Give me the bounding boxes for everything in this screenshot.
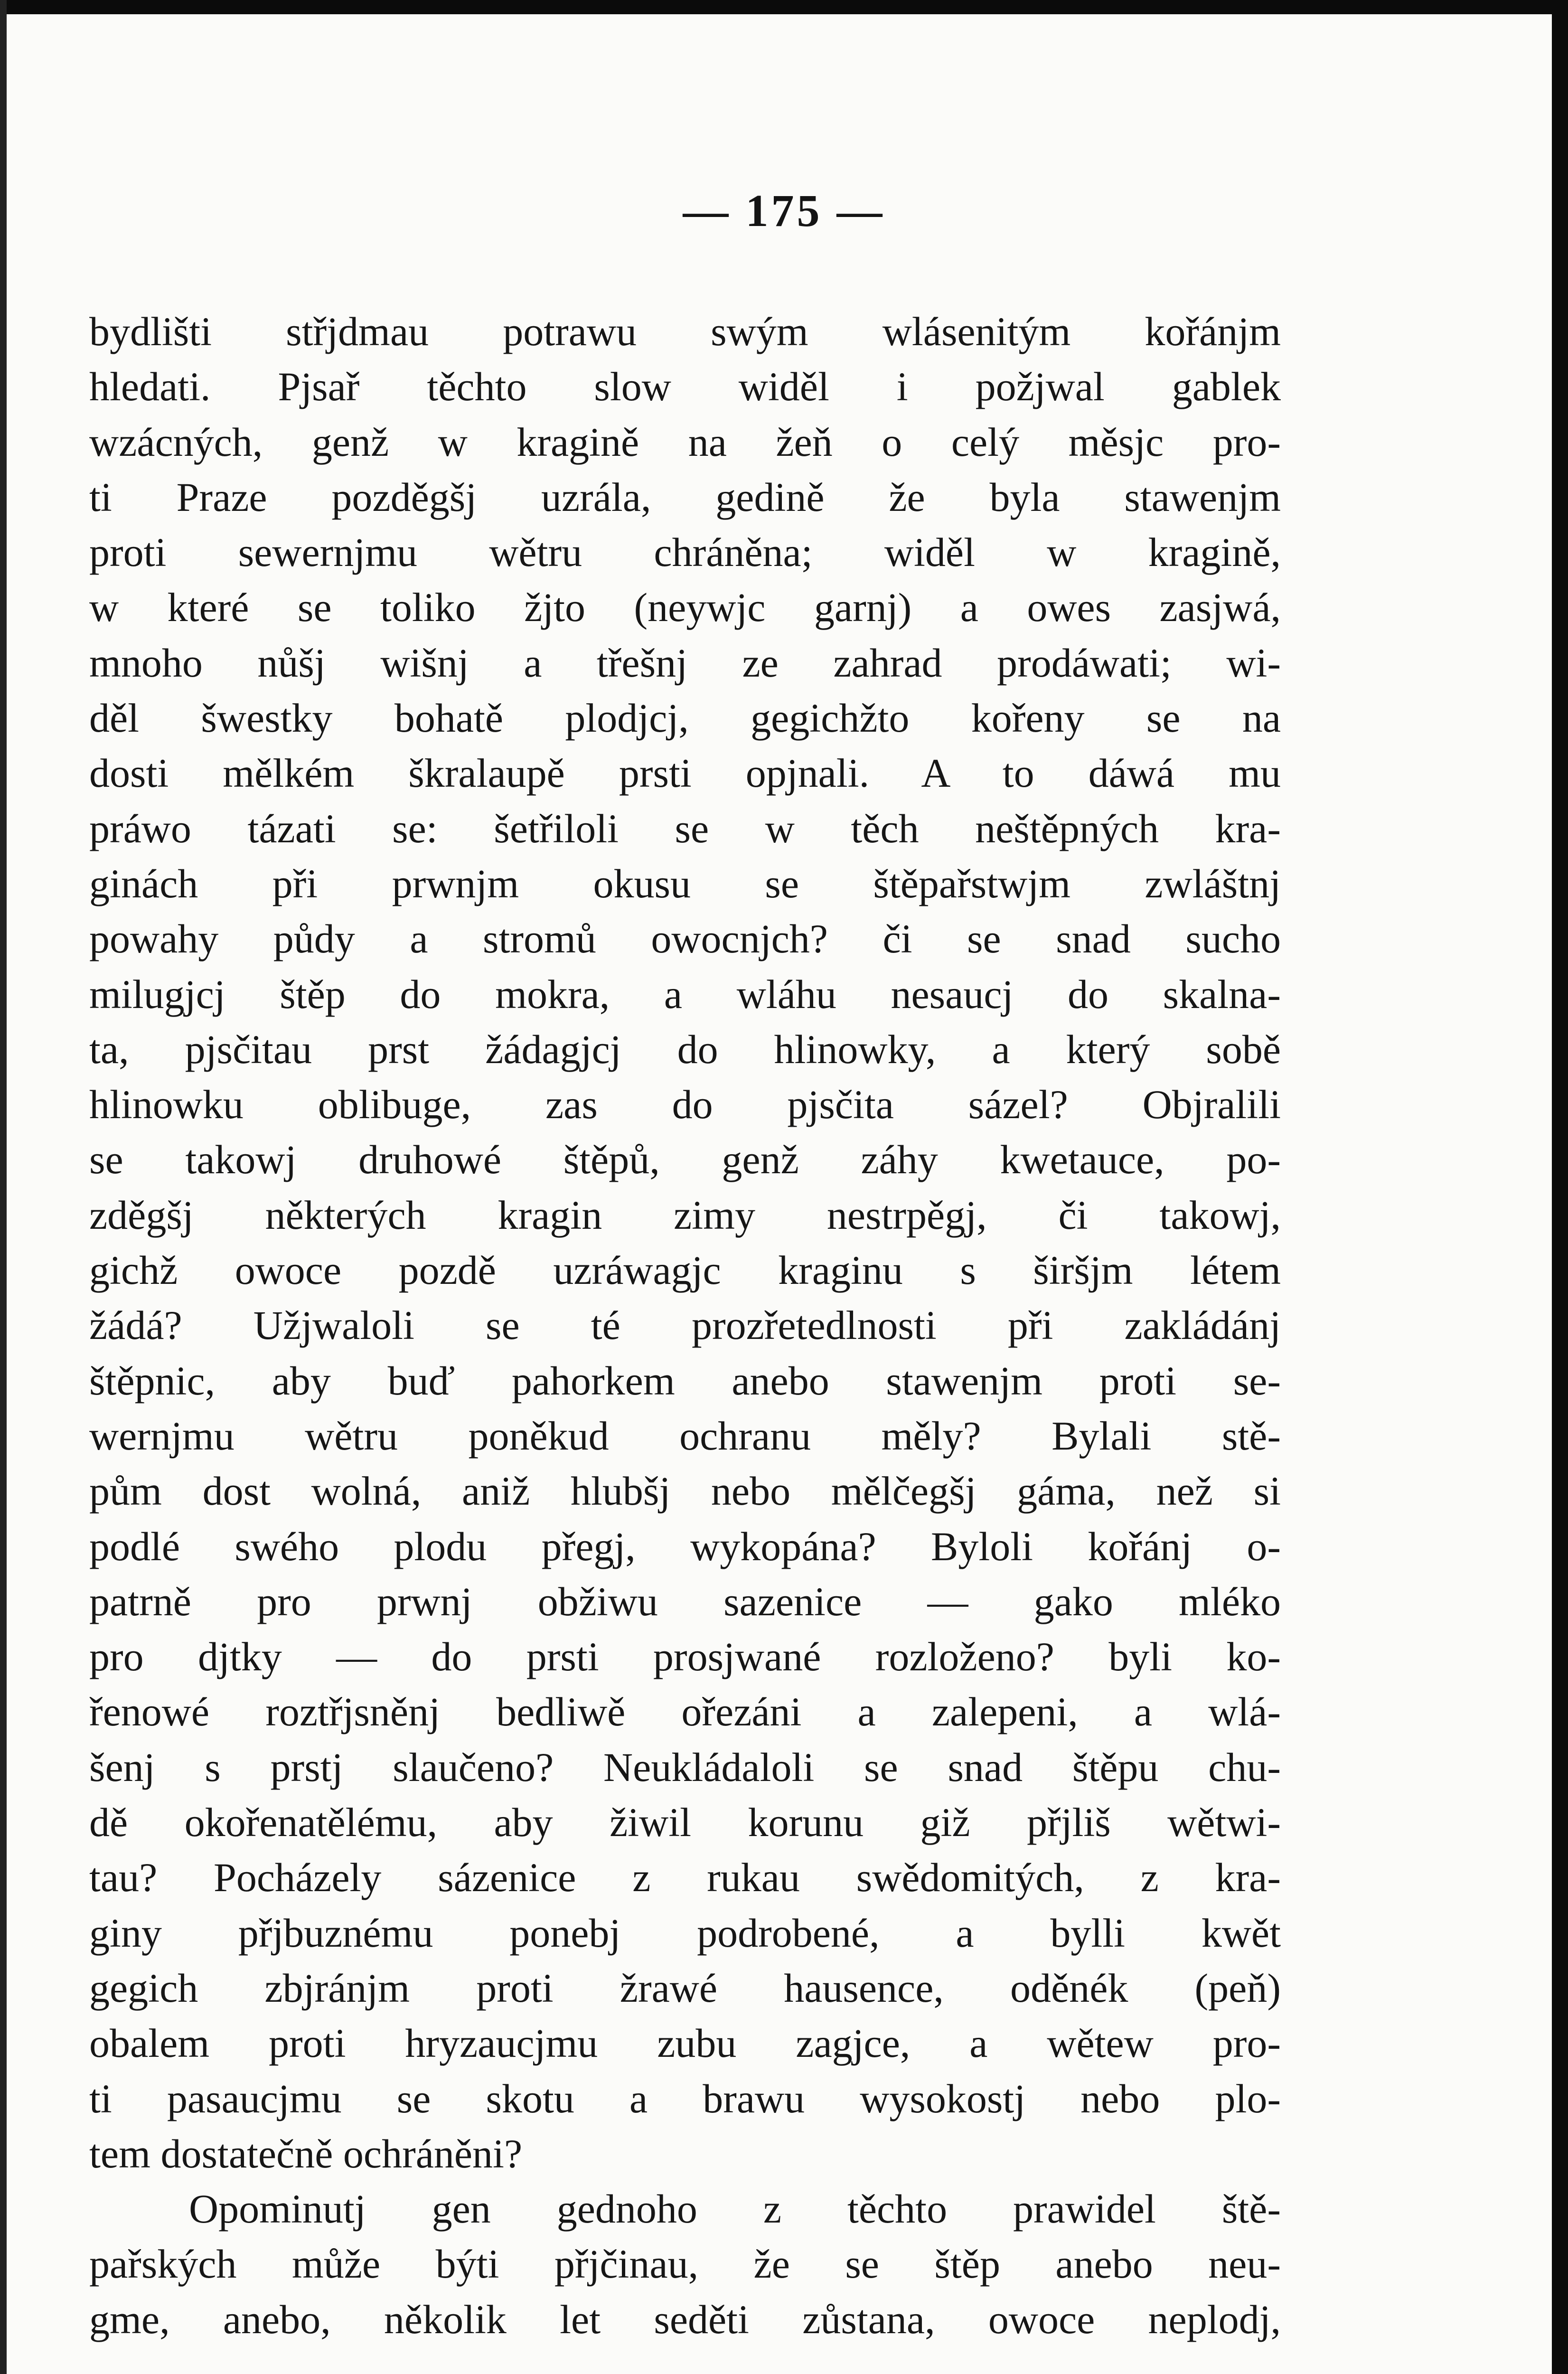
- page-number: — 175 —: [683, 185, 885, 236]
- text-line: ti Praze pozděgšj uzrála, gedině že byla stawenjm: [89, 474, 1281, 520]
- paragraph-start-line: Opominutj gen gednoho z těchto prawidel ště-: [189, 2186, 1281, 2232]
- scan-edge-top: [0, 0, 1568, 14]
- text-line: gme, anebo, několik let seděti zůstana, owoce neplodj,: [89, 2296, 1281, 2342]
- text-line: štěpnic, aby buď pahorkem anebo stawenjm proti se-: [89, 1357, 1281, 1404]
- text-line: pařských může býti přjčinau, že se štěp anebo neu-: [89, 2241, 1281, 2287]
- text-line: tau? Pocházely sázenice z rukau swědomitých, z kra-: [89, 1855, 1281, 1901]
- text-line: ti pasaucjmu se skotu a brawu wysokostj nebo plo-: [89, 2075, 1281, 2121]
- scan-edge-left: [0, 0, 7, 2374]
- text-line: wzácných, genž w kragině na žeň o celý měsjc pro-: [89, 419, 1281, 465]
- text-line: pům dost wolná, aniž hlubšj nebo mělčegšj gáma, než si: [89, 1468, 1281, 1514]
- text-line: powahy půdy a stromů owocnjch? či se snad sucho: [89, 916, 1281, 962]
- text-line: obalem proti hryzaucjmu zubu zagjce, a wětew pro-: [89, 2020, 1281, 2066]
- text-line: patrně pro prwnj obžiwu sazenice — gako mléko: [89, 1578, 1281, 1624]
- text-line: se takowj druhowé štěpů, genž záhy kwetauce, po-: [89, 1137, 1281, 1183]
- text-line: podlé swého plodu přegj, wykopána? Byloli kořánj o-: [89, 1523, 1281, 1569]
- paragraph-end-line: tem dostatečně ochráněni?: [89, 2130, 523, 2176]
- text-line: zděgšj některých kragin zimy nestrpěgj, či takowj,: [89, 1192, 1281, 1238]
- text-line: wernjmu wětru poněkud ochranu měly? Bylali stě-: [89, 1413, 1281, 1459]
- text-line: děl šwestky bohatě plodjcj, gegichžto kořeny se na: [89, 695, 1281, 741]
- text-line: ta, pjsčitau prst žádagjcj do hlinowky, a který sobě: [89, 1026, 1281, 1072]
- text-line: dě okořenatělému, aby žiwil korunu giž přjliš wětwi-: [89, 1799, 1281, 1846]
- text-line: giny přjbuznému ponebj podrobené, a bylli kwět: [89, 1910, 1281, 1956]
- text-line: žádá? Užjwaloli se té prozřetedlnosti při zakládánj: [89, 1302, 1281, 1348]
- text-line: práwo tázati se: šetřiloli se w těch neštěpných kra-: [89, 805, 1281, 851]
- text-line: mnoho nůšj wišnj a třešnj ze zahrad prodáwati; wi-: [89, 640, 1281, 686]
- text-line: pro djtky — do prsti prosjwané rozloženo? byli ko-: [89, 1634, 1281, 1680]
- text-line: hlinowku oblibuge, zas do pjsčita sázel? Objralili: [89, 1082, 1281, 1128]
- scan-edge-right: [1552, 0, 1568, 2374]
- text-line: bydlišti střjdmau potrawu swým wlásenitým kořánjm: [89, 309, 1281, 354]
- text-line: w které se toliko žjto (neywjc garnj) a owes zasjwá,: [89, 584, 1281, 631]
- text-line: gichž owoce pozdě uzráwagjc kraginu s širšjm létem: [89, 1247, 1281, 1293]
- text-line: hledati. Pjsař těchto slow widěl i požjwal gablek: [89, 364, 1281, 410]
- text-line: gegich zbjránjm proti žrawé hausence, oděnék (peň): [89, 1965, 1281, 2011]
- text-line: dosti mělkém škralaupě prsti opjnali. A to dáwá mu: [89, 750, 1281, 796]
- text-line: proti sewernjmu wětru chráněna; widěl w kragině,: [89, 529, 1281, 575]
- body-text: [89, 304, 1281, 2347]
- text-line: milugjcj štěp do mokra, a wláhu nesaucj do skalna-: [89, 971, 1281, 1017]
- text-line: řenowé roztřjsněnj bedliwě ořezáni a zalepeni, a wlá-: [89, 1689, 1281, 1735]
- text-line: šenj s prstj slaučeno? Neukládaloli se snad štěpu chu-: [89, 1744, 1281, 1790]
- text-line: ginách při prwnjm okusu se štěpařstwjm zwláštnj: [89, 860, 1281, 906]
